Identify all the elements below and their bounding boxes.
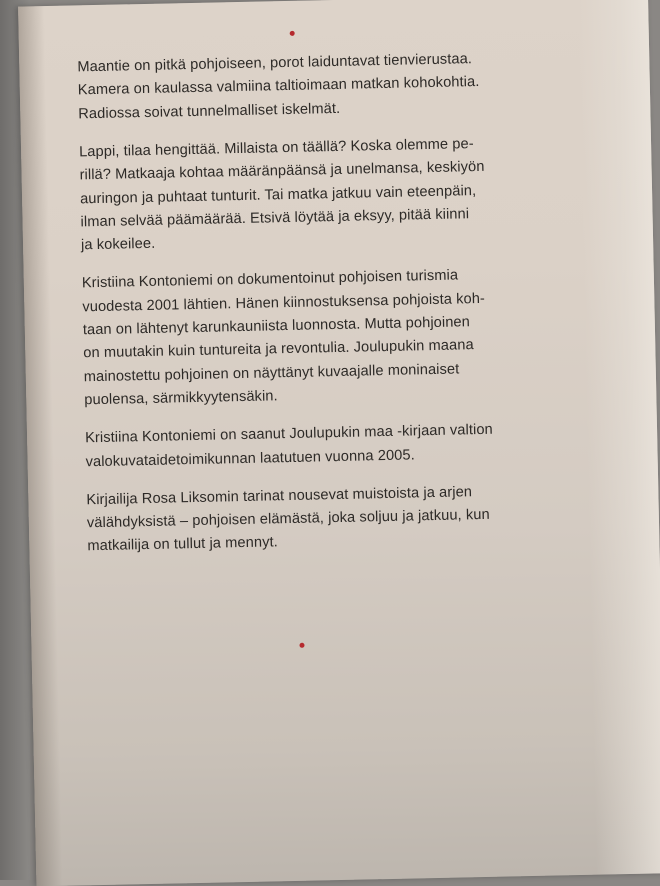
text-line: on muutakin kuin tuntureita ja revontulia. Joulupukin maana <box>83 337 474 362</box>
text-line: Lappi, tilaa hengittää. Millaista on täällä? Koska olemme pe- <box>78 135 474 161</box>
ornament-dot-top <box>290 31 295 36</box>
text-line: mainostettu pohjoinen on näyttänyt kuvaajalle moninaiset <box>83 361 460 386</box>
book-page <box>18 0 660 886</box>
text-line: ilman selvää päämäärää. Etsivä löytää ja eksyy, pitää kiinni <box>80 206 470 231</box>
text-line: ja kokeilee. <box>80 236 156 254</box>
text-line: Maantie on pitkä pohjoiseen, porot laiduntavat tienvierustaa. <box>77 51 473 76</box>
paragraph-1 <box>77 47 528 127</box>
text-line: Kristiina Kontoniemi on saanut Joulupukin maa -kirjaan valtion <box>84 421 493 447</box>
text-line: vuodesta 2001 lähtien. Hänen kiinnostuksensa pohjoista koh- <box>82 290 486 315</box>
ornament-dot-bottom <box>299 643 304 648</box>
paragraph-2 <box>79 132 531 258</box>
text-line: Radiossa soivat tunnelmalliset iskelmät. <box>78 100 341 123</box>
text-line: Kamera on kaulassa valmiina taltioimaan matkan kohokohtia. <box>77 74 480 99</box>
paragraph-3 <box>82 263 535 413</box>
text-line: puolensa, särmikkyytensäkin. <box>84 388 278 409</box>
text-line: taan on lähtenyt karunkauniista luonnosta. Mutta pohjoinen <box>82 314 471 339</box>
text-line: auringon ja puhtaat tunturit. Tai matka jatkuu vain eteenpäin, <box>79 182 477 207</box>
text-line: matkailija on tullut ja mennyt. <box>87 534 279 555</box>
text-line: välähdyksistä – pohjoisen elämästä, joka soljuu ja jatkuu, kun <box>86 506 490 532</box>
text-line: rillä? Matkaaja kohtaa määränpäänsä ja unelmansa, keskiyön <box>79 158 485 184</box>
page-edge-highlight <box>578 0 660 875</box>
text-line: Kristiina Kontoniemi on dokumentoinut pohjoisen turismia <box>81 267 459 292</box>
text-line: Kirjailija Rosa Liksomin tarinat nousevat muistoista ja arjen <box>86 483 473 508</box>
body-text <box>77 47 538 574</box>
text-line: valokuvataidetoimikunnan laatutuen vuonna 2005. <box>85 446 415 470</box>
paragraph-4 <box>85 418 536 474</box>
paragraph-5 <box>86 479 537 559</box>
